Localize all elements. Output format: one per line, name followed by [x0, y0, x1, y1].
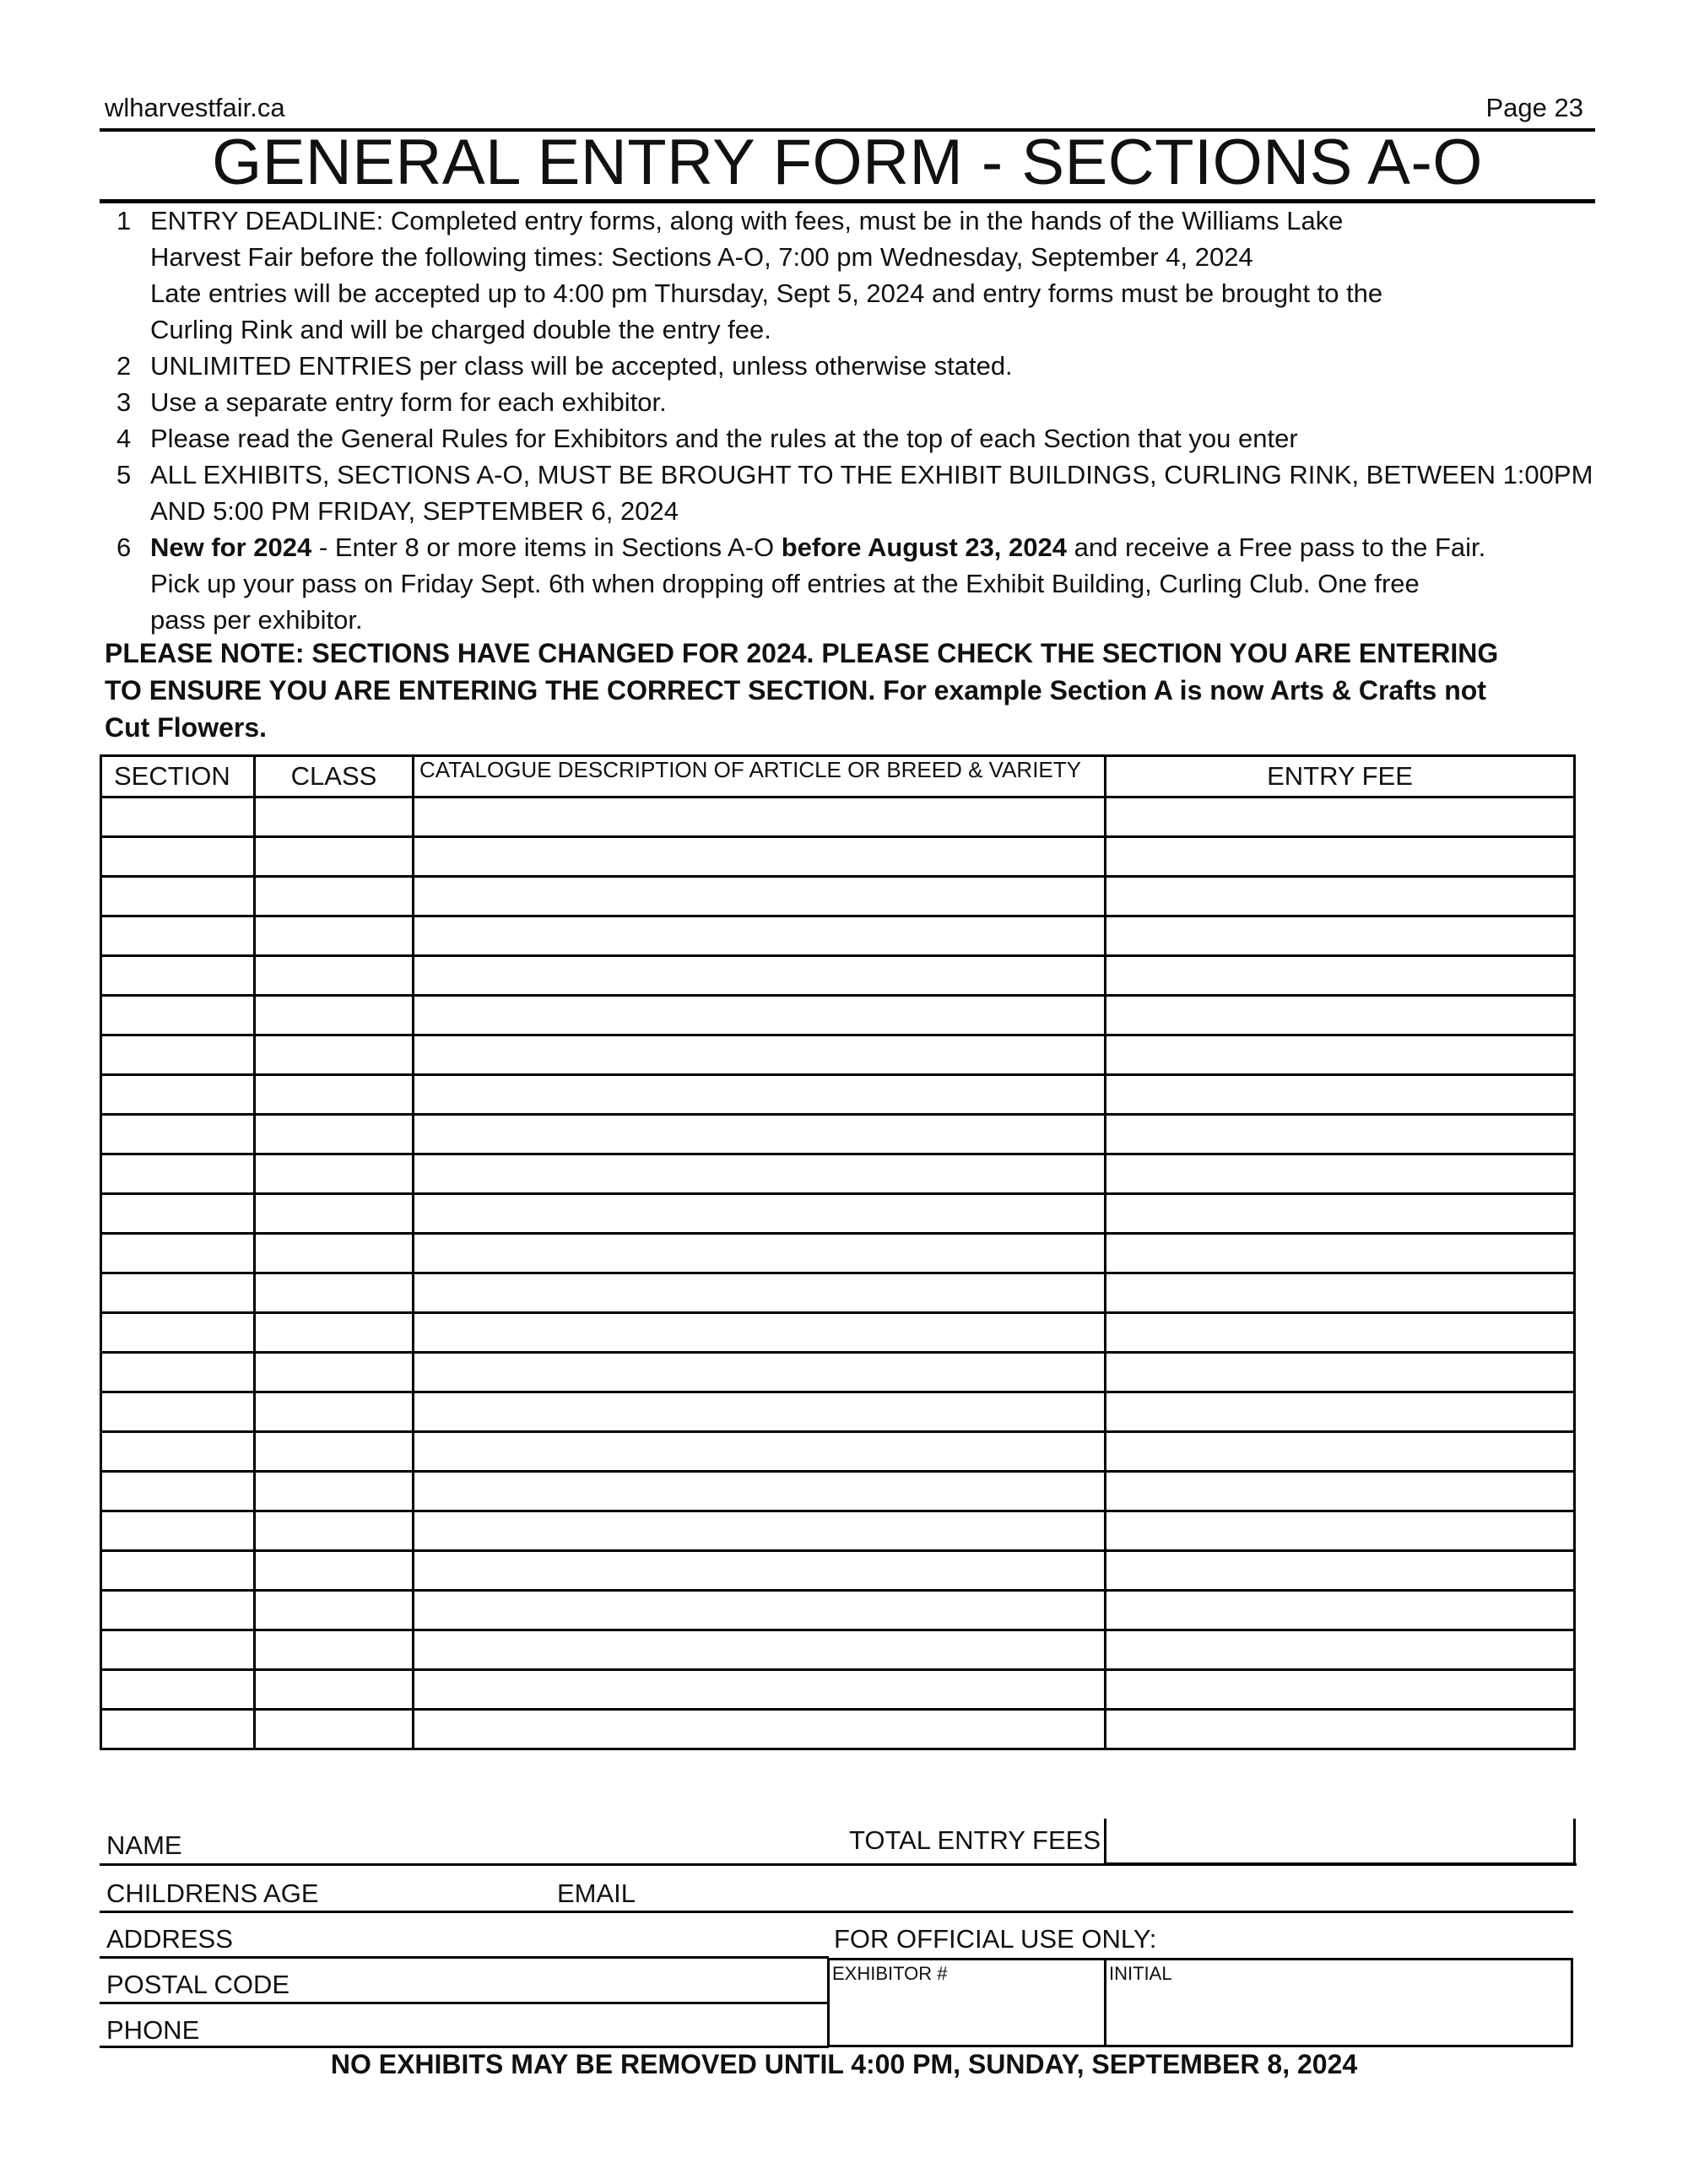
section-cell[interactable] [101, 797, 255, 837]
table-row [101, 1154, 1575, 1194]
description-cell[interactable] [414, 797, 1106, 837]
class-cell[interactable] [255, 1353, 414, 1392]
table-row [101, 956, 1575, 996]
description-cell[interactable] [414, 1670, 1106, 1710]
section-cell[interactable] [101, 1194, 255, 1234]
section-cell[interactable] [101, 1392, 255, 1432]
column-header-class: CLASS [255, 756, 414, 797]
description-cell[interactable] [414, 1234, 1106, 1273]
section-cell[interactable] [101, 956, 255, 996]
entries-table [100, 754, 1576, 1750]
table-row [101, 1035, 1575, 1075]
rule-number: 6 [116, 532, 132, 562]
address-label: ADDRESS [106, 1924, 233, 1954]
entry-fee-cell[interactable] [1106, 837, 1575, 877]
entry-fee-cell[interactable] [1106, 877, 1575, 916]
section-cell[interactable] [101, 1591, 255, 1630]
rule-number: 2 [116, 351, 132, 381]
section-cell[interactable] [101, 877, 255, 916]
rule-text: ENTRY DEADLINE: Completed entry forms, along with fees, must be in the hands of the Williams Lake Harvest Fair before the following times: Sections A-O, 7:00 pm Wednesday, September 4, 2024 Late entries will be accepted up to 4:00 pm Thursday, Sept 5, 2024 and entry forms must be brought to the Curling Rink and will be charged double the entry fee. [150, 206, 1383, 344]
section-cell[interactable] [101, 916, 255, 956]
section-cell[interactable] [101, 1115, 255, 1154]
rule-number: 1 [116, 206, 132, 235]
class-cell[interactable] [255, 1075, 414, 1115]
section-cell[interactable] [101, 996, 255, 1035]
description-cell[interactable] [414, 1353, 1106, 1392]
entry-fee-cell[interactable] [1106, 1511, 1575, 1551]
rule-text-part: and receive a Free pass to the Fair. Pick up your pass on Friday Sept. 6th when dropping off entries at the Exhibit Building, Curling Club. One free pass per exhibitor. [150, 532, 1486, 635]
description-cell[interactable] [414, 1313, 1106, 1353]
rule-item [108, 457, 1593, 529]
entry-fee-cell[interactable] [1106, 916, 1575, 956]
entry-fee-cell[interactable] [1106, 1075, 1575, 1115]
rule-text: UNLIMITED ENTRIES per class will be accepted, unless otherwise stated. [150, 351, 1013, 381]
phone-line[interactable] [100, 2046, 829, 2048]
rule-item-6 [108, 529, 1593, 638]
description-cell[interactable] [414, 1472, 1106, 1511]
class-cell[interactable] [255, 1630, 414, 1670]
class-cell[interactable] [255, 1472, 414, 1511]
description-cell[interactable] [414, 1273, 1106, 1313]
table-row [101, 797, 1575, 837]
table-row [101, 1710, 1575, 1749]
class-cell[interactable] [255, 1313, 414, 1353]
table-row [101, 1591, 1575, 1630]
rule-text [150, 529, 1593, 638]
entry-fee-cell[interactable] [1106, 1353, 1575, 1392]
postal-code-label: POSTAL CODE [106, 1970, 290, 1999]
section-cell[interactable] [101, 837, 255, 877]
section-cell[interactable] [101, 1353, 255, 1392]
exhibitor-number-label: EXHIBITOR # [832, 1963, 948, 1984]
description-cell[interactable] [414, 1392, 1106, 1432]
section-cell[interactable] [101, 1313, 255, 1353]
rule-item [108, 384, 1593, 420]
class-cell[interactable] [255, 1035, 414, 1075]
table-row [101, 1511, 1575, 1551]
class-cell[interactable] [255, 1154, 414, 1194]
childrens-age-email-line[interactable] [100, 1911, 1573, 1913]
removal-notice: NO EXHIBITS MAY BE REMOVED UNTIL 4:00 PM, SUNDAY, SEPTEMBER 8, 2024 [330, 2049, 1358, 2079]
table-row [101, 1392, 1575, 1432]
site-url: wlharvestfair.ca [105, 93, 285, 122]
description-cell[interactable] [414, 1630, 1106, 1670]
table-row [101, 837, 1575, 877]
description-cell[interactable] [414, 1591, 1106, 1630]
description-cell[interactable] [414, 1115, 1106, 1154]
table-row [101, 1115, 1575, 1154]
table-row [101, 1234, 1575, 1273]
section-cell[interactable] [101, 1551, 255, 1591]
class-cell[interactable] [255, 996, 414, 1035]
class-cell[interactable] [255, 1670, 414, 1710]
rule-text-part: - Enter 8 or more items in Sections A-O [311, 532, 782, 562]
description-cell[interactable] [414, 996, 1106, 1035]
rule-text: Please read the General Rules for Exhibitors and the rules at the top of each Section that you enter [150, 424, 1298, 453]
description-cell[interactable] [414, 1710, 1106, 1749]
column-header-section: SECTION [101, 756, 255, 797]
entry-fee-cell[interactable] [1106, 1194, 1575, 1234]
description-cell[interactable] [414, 1035, 1106, 1075]
entry-fee-cell[interactable] [1106, 956, 1575, 996]
section-cell[interactable] [101, 1234, 255, 1273]
description-cell[interactable] [414, 837, 1106, 877]
rule-text: Use a separate entry form for each exhibitor. [150, 387, 667, 417]
class-cell[interactable] [255, 877, 414, 916]
rule-text: ALL EXHIBITS, SECTIONS A-O, MUST BE BROUGHT TO THE EXHIBIT BUILDINGS, CURLING RINK, BETWEEN 1:00PM AND 5:00 PM FRIDAY, SEPTEMBER 6, 2024 [150, 460, 1593, 526]
entry-fee-cell[interactable] [1106, 1432, 1575, 1472]
section-cell[interactable] [101, 1511, 255, 1551]
class-cell[interactable] [255, 1194, 414, 1234]
class-cell[interactable] [255, 1710, 414, 1749]
official-use-label: FOR OFFICIAL USE ONLY: [834, 1924, 1157, 1954]
initial-label: INITIAL [1109, 1963, 1172, 1984]
table-row [101, 1313, 1575, 1353]
rule-number: 4 [116, 424, 132, 453]
entry-fee-cell[interactable] [1106, 1710, 1575, 1749]
rule-number: 3 [116, 387, 132, 417]
class-cell[interactable] [255, 1511, 414, 1551]
table-row [101, 1273, 1575, 1313]
entry-fee-cell[interactable] [1106, 1472, 1575, 1511]
class-cell[interactable] [255, 1432, 414, 1472]
rules-list [108, 203, 1593, 638]
entry-fee-cell[interactable] [1106, 1035, 1575, 1075]
section-cell[interactable] [101, 1670, 255, 1710]
table-row [101, 1670, 1575, 1710]
section-cell[interactable] [101, 1432, 255, 1472]
class-cell[interactable] [255, 1591, 414, 1630]
column-header-description: CATALOGUE DESCRIPTION OF ARTICLE OR BREED & VARIETY [414, 756, 1106, 797]
email-label: EMAIL [557, 1879, 636, 1908]
description-cell[interactable] [414, 1432, 1106, 1472]
phone-label: PHONE [106, 2015, 200, 2045]
table-row [101, 1630, 1575, 1670]
section-cell[interactable] [101, 1710, 255, 1749]
address-line[interactable] [100, 1956, 829, 1959]
entry-fee-cell[interactable] [1106, 1670, 1575, 1710]
name-total-row [100, 1819, 1573, 1865]
description-cell[interactable] [414, 1551, 1106, 1591]
official-use-divider [1104, 1958, 1106, 2047]
class-cell[interactable] [255, 956, 414, 996]
entry-fee-cell[interactable] [1106, 1630, 1575, 1670]
class-cell[interactable] [255, 837, 414, 877]
postal-code-line[interactable] [100, 2002, 829, 2004]
table-row [101, 1353, 1575, 1392]
entry-fee-cell[interactable] [1106, 1551, 1575, 1591]
section-change-note: PLEASE NOTE: SECTIONS HAVE CHANGED FOR 2024. PLEASE CHECK THE SECTION YOU ARE ENTERING TO ENSURE YOU ARE ENTERING THE CORRECT SECTION. For example Section A is now Arts & Crafts not Cut Flowers. [105, 638, 1499, 743]
class-cell[interactable] [255, 1273, 414, 1313]
table-row [101, 1432, 1575, 1472]
entry-fee-cell[interactable] [1106, 996, 1575, 1035]
rule-item [108, 420, 1593, 457]
total-entry-fees-field[interactable] [1104, 1819, 1576, 1865]
section-cell[interactable] [101, 1154, 255, 1194]
table-row [101, 1075, 1575, 1115]
name-label: NAME [106, 1830, 182, 1860]
entry-fee-cell[interactable] [1106, 1115, 1575, 1154]
class-cell[interactable] [255, 1234, 414, 1273]
total-entry-fees-label: TOTAL ENTRY FEES [848, 1825, 1101, 1855]
rule-item [108, 348, 1593, 384]
rule-bold-new: New for 2024 [150, 532, 312, 562]
class-cell[interactable] [255, 797, 414, 837]
description-cell[interactable] [414, 1511, 1106, 1551]
childrens-age-label: CHILDRENS AGE [106, 1879, 319, 1908]
section-cell[interactable] [101, 1630, 255, 1670]
table-row [101, 916, 1575, 956]
rule-number: 5 [116, 460, 132, 489]
entry-fee-cell[interactable] [1106, 1273, 1575, 1313]
entries-body [101, 797, 1575, 1749]
class-cell[interactable] [255, 1392, 414, 1432]
column-header-entry-fee: ENTRY FEE [1106, 756, 1575, 797]
description-cell[interactable] [414, 916, 1106, 956]
rule-bold-deadline: before August 23, 2024 [781, 532, 1067, 562]
section-cell[interactable] [101, 1075, 255, 1115]
entry-fee-cell[interactable] [1106, 1154, 1575, 1194]
description-cell[interactable] [414, 956, 1106, 996]
page-title: GENERAL ENTRY FORM - SECTIONS A-O [212, 127, 1483, 198]
table-row [101, 996, 1575, 1035]
section-cell[interactable] [101, 1472, 255, 1511]
entry-fee-cell[interactable] [1106, 1591, 1575, 1630]
description-cell[interactable] [414, 877, 1106, 916]
table-row [101, 877, 1575, 916]
class-cell[interactable] [255, 916, 414, 956]
entry-fee-cell[interactable] [1106, 1392, 1575, 1432]
entry-fee-cell[interactable] [1106, 1234, 1575, 1273]
table-row [101, 1472, 1575, 1511]
section-cell[interactable] [101, 1273, 255, 1313]
table-row [101, 1194, 1575, 1234]
name-field-line[interactable] [100, 1863, 1577, 1866]
table-row [101, 1551, 1575, 1591]
entry-fee-cell[interactable] [1106, 1313, 1575, 1353]
class-cell[interactable] [255, 1551, 414, 1591]
page-number: Page 23 [1485, 93, 1583, 122]
description-cell[interactable] [414, 1075, 1106, 1115]
rule-item [108, 203, 1593, 348]
table-header-row [101, 756, 1575, 797]
section-cell[interactable] [101, 1035, 255, 1075]
entry-fee-cell[interactable] [1106, 797, 1575, 837]
description-cell[interactable] [414, 1194, 1106, 1234]
class-cell[interactable] [255, 1115, 414, 1154]
description-cell[interactable] [414, 1154, 1106, 1194]
